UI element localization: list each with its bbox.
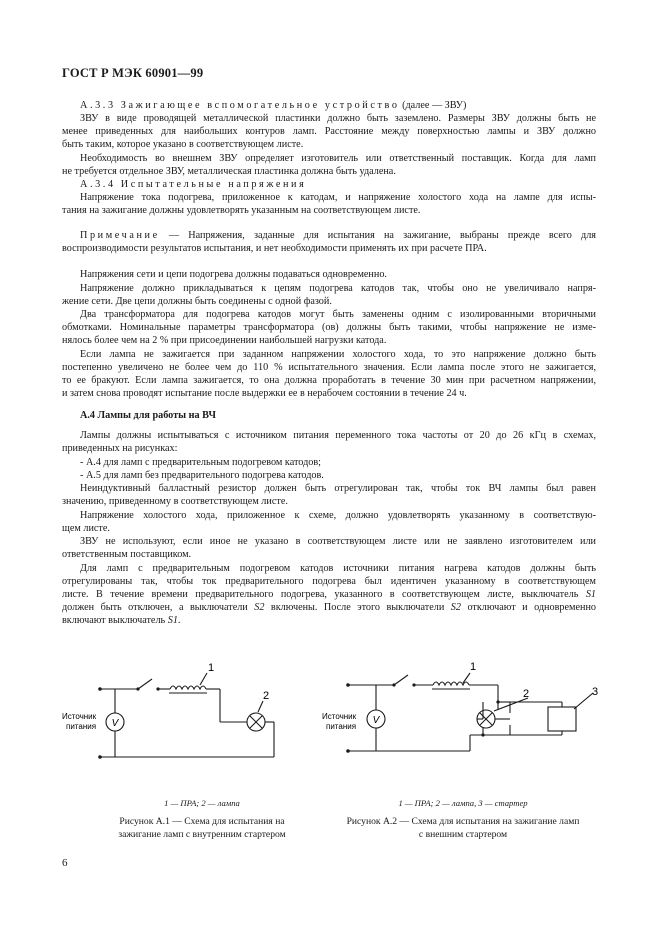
paragraph-line: нялось более чем на 2 % при присоединении наибольшей нагрузки катода.	[62, 335, 387, 346]
figure-a2-circuit	[318, 655, 608, 775]
voltmeter-symbol: V	[372, 715, 380, 726]
paragraph-line: значению, приведенному в соответствующем листе.	[62, 496, 288, 507]
voltmeter-symbol: V	[111, 718, 119, 729]
figure-a2-caption-line1: Рисунок А.2 — Схема для испытания на зажигание ламп	[346, 816, 580, 827]
list-item: - А.4 для ламп с предварительным подогревом катодов;	[80, 457, 322, 468]
paragraph-line: приведенных на рисунках:	[62, 443, 178, 454]
section-a33-heading: А.3.3 Зажигающее вспомогательное устройство (далее — ЗВУ)	[80, 100, 467, 111]
paragraph-line: ЗВУ не используют, если иное не указано в соответствующем листе или не заявлено изготовителем или	[80, 536, 596, 547]
paragraph-line: щем листе.	[62, 523, 110, 534]
figure-a1-circuit	[60, 655, 300, 775]
source-label-line1: Источник	[322, 712, 357, 721]
paragraph-line: Два трансформатора для подогрева катодов могут быть заменены одним с изолированными вторичными	[80, 309, 596, 320]
paragraph-line: Для ламп с предварительным подогревом катодов источники питания нагрева катодов должны быть	[80, 563, 596, 574]
paragraph-line: не требуется отдельное ЗВУ, металлическая пластинка должна быть удалена.	[62, 166, 396, 177]
section-a4-heading: А.4 Лампы для работы на ВЧ	[80, 410, 216, 421]
figure-a1-caption-line1: Рисунок А.1 — Схема для испытания на	[119, 816, 285, 827]
paragraph-line: Если лампа не зажигается при заданном напряжении холостого хода, то это напряжение должно быть	[80, 349, 596, 360]
paragraph-line: включают выключатель S1.	[62, 615, 181, 626]
paragraph-line: Напряжения сети и цепи подогрева должны подаваться одновременно.	[80, 269, 387, 280]
paragraph-line: и затем снова проводят испытание после выдержки ее в нерабочем состоянии в течение 24 ч.	[62, 388, 467, 399]
paragraph-line: тания на зажигание должны удовлетворять указанным на соответствующем листе.	[62, 205, 421, 216]
note-line: Примечание — Напряжения, заданные для испытания на зажигание, выбраны прежде всего для	[80, 230, 596, 241]
callout-1: 1	[208, 662, 215, 674]
document-header: ГОСТ Р МЭК 60901—99	[62, 66, 204, 80]
paragraph-line: отрегулированы так, чтобы ток предварительного подогрева был идентичен указанному в соответствующем	[62, 576, 596, 587]
paragraph-line: Напряжение тока подогрева, приложенное к катодам, и напряжение холостого хода на лампе для испы-	[80, 192, 596, 203]
paragraph-line: Необходимость во внешнем ЗВУ определяет изготовитель или ответственный поставщик. Когда для ламп	[80, 153, 596, 164]
callout-1: 1	[470, 661, 477, 673]
section-a34-heading: А.3.4 Испытательные напряжения	[80, 179, 307, 190]
figure-a1-legend: 1 — ПРА; 2 — лампа	[164, 798, 240, 808]
list-item: - А.5 для ламп без предварительного подогрева катодов.	[80, 470, 324, 481]
callout-2: 2	[263, 690, 270, 702]
paragraph-line: Лампы должны испытываться с источником питания переменного тока частоты от 20 до 26 кГц в схемах,	[80, 430, 596, 441]
figure-a1-caption-line2: зажигание ламп с внутренним стартером	[118, 829, 286, 840]
paragraph-line: Неиндуктивный балластный резистор должен быть отрегулирован так, чтобы ток ВЧ лампы был равен	[80, 483, 596, 494]
figure-a2-caption-line2: с внешним стартером	[418, 829, 508, 840]
paragraph-line: ЗВУ в виде проводящей металлической пластинки должно быть заземлено. Размеры ЗВУ должны быть не	[80, 113, 596, 124]
source-label-line1: Источник	[62, 712, 97, 721]
callout-2: 2	[523, 688, 530, 700]
paragraph-line: то ее бракуют. Если лампа зажигается, то она должна проработать в течение 30 мин при расчетном напряжении,	[62, 375, 596, 386]
source-label-line2: питания	[326, 722, 357, 731]
figure-a2-legend: 1 — ПРА; 2 — лампа, 3 — стартер	[398, 798, 528, 808]
paragraph-line: обмотками. Номинальные параметры трансформатора (ов) должны быть такими, чтобы напряжение не изме-	[62, 322, 596, 333]
paragraph-line: менее приведенных для наибольших контуров ламп. Расстояние между поверхностью лампы и ЗВУ должно	[62, 126, 596, 137]
paragraph-line: листе. В течение времени предварительного подогрева, указанного в соответствующем листе, выключатель S1	[62, 589, 596, 600]
paragraph-line: жение сети. Две цепи должны быть соединены с одной фазой.	[62, 296, 332, 307]
source-label-line2: питания	[66, 722, 97, 731]
page-number: 6	[62, 857, 68, 869]
paragraph-line: быть таким, которое указано в соответствующем листе.	[62, 139, 304, 150]
paragraph-line: постепенно увеличено не более чем до 110 % испытательного значения. Если лампа после этого не зажигается,	[62, 362, 596, 373]
note-line: воспроизводимости результатов испытания, и нет необходимости применять их при расчете ПРА.	[62, 243, 487, 254]
callout-3: 3	[592, 686, 599, 698]
paragraph-line: ответственным поставщиком.	[62, 549, 192, 560]
paragraph-line: должен быть отключен, а выключатели S2 включены. После этого выключатели S2 отключают и одновременно	[62, 602, 596, 613]
paragraph-line: Напряжение должно прикладываться к цепям подогрева катодов так, чтобы оно не увеличивало напря-	[80, 283, 596, 294]
paragraph-line: Напряжение холостого хода, приложенное к схеме, должно удовлетворять указанному в соответствую-	[80, 510, 596, 521]
